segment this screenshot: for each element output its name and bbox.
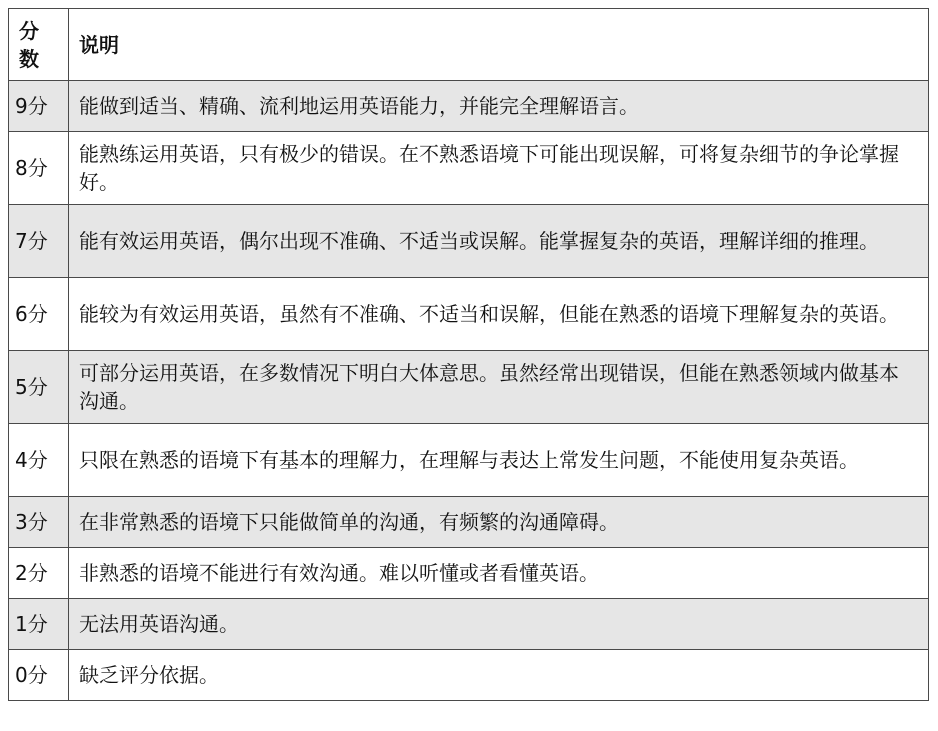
description-cell: 能做到适当、精确、流利地运用英语能力，并能完全理解语言。	[69, 81, 929, 132]
table-row	[9, 132, 929, 205]
table-row	[9, 424, 929, 497]
table-row	[9, 599, 929, 650]
table-row	[9, 81, 929, 132]
score-header-line2: 数	[19, 46, 39, 71]
score-description-table	[8, 8, 929, 701]
table-row	[9, 205, 929, 278]
description-cell: 只限在熟悉的语境下有基本的理解力，在理解与表达上常发生问题，不能使用复杂英语。	[69, 424, 929, 497]
score-cell: 0分	[9, 650, 69, 701]
score-cell: 9分	[9, 81, 69, 132]
description-cell: 非熟悉的语境不能进行有效沟通。难以听懂或者看懂英语。	[69, 548, 929, 599]
description-cell: 可部分运用英语，在多数情况下明白大体意思。虽然经常出现错误，但能在熟悉领域内做基本沟通。	[69, 351, 929, 424]
table-row	[9, 351, 929, 424]
score-cell: 8分	[9, 132, 69, 205]
score-cell: 7分	[9, 205, 69, 278]
score-cell: 5分	[9, 351, 69, 424]
table-row	[9, 548, 929, 599]
score-column-header	[9, 9, 69, 81]
score-cell: 3分	[9, 497, 69, 548]
score-cell: 1分	[9, 599, 69, 650]
score-cell: 6分	[9, 278, 69, 351]
description-cell: 无法用英语沟通。	[69, 599, 929, 650]
table-row	[9, 650, 929, 701]
description-cell: 能较为有效运用英语，虽然有不准确、不适当和误解，但能在熟悉的语境下理解复杂的英语。	[69, 278, 929, 351]
score-cell: 2分	[9, 548, 69, 599]
description-cell: 在非常熟悉的语境下只能做简单的沟通，有频繁的沟通障碍。	[69, 497, 929, 548]
table-row	[9, 278, 929, 351]
description-column-header: 说明	[69, 9, 929, 81]
description-cell: 能有效运用英语，偶尔出现不准确、不适当或误解。能掌握复杂的英语，理解详细的推理。	[69, 205, 929, 278]
table-header-row	[9, 9, 929, 81]
table-row	[9, 497, 929, 548]
score-header-line1: 分	[19, 18, 39, 43]
score-cell: 4分	[9, 424, 69, 497]
description-cell: 缺乏评分依据。	[69, 650, 929, 701]
description-cell: 能熟练运用英语，只有极少的错误。在不熟悉语境下可能出现误解，可将复杂细节的争论掌握好。	[69, 132, 929, 205]
